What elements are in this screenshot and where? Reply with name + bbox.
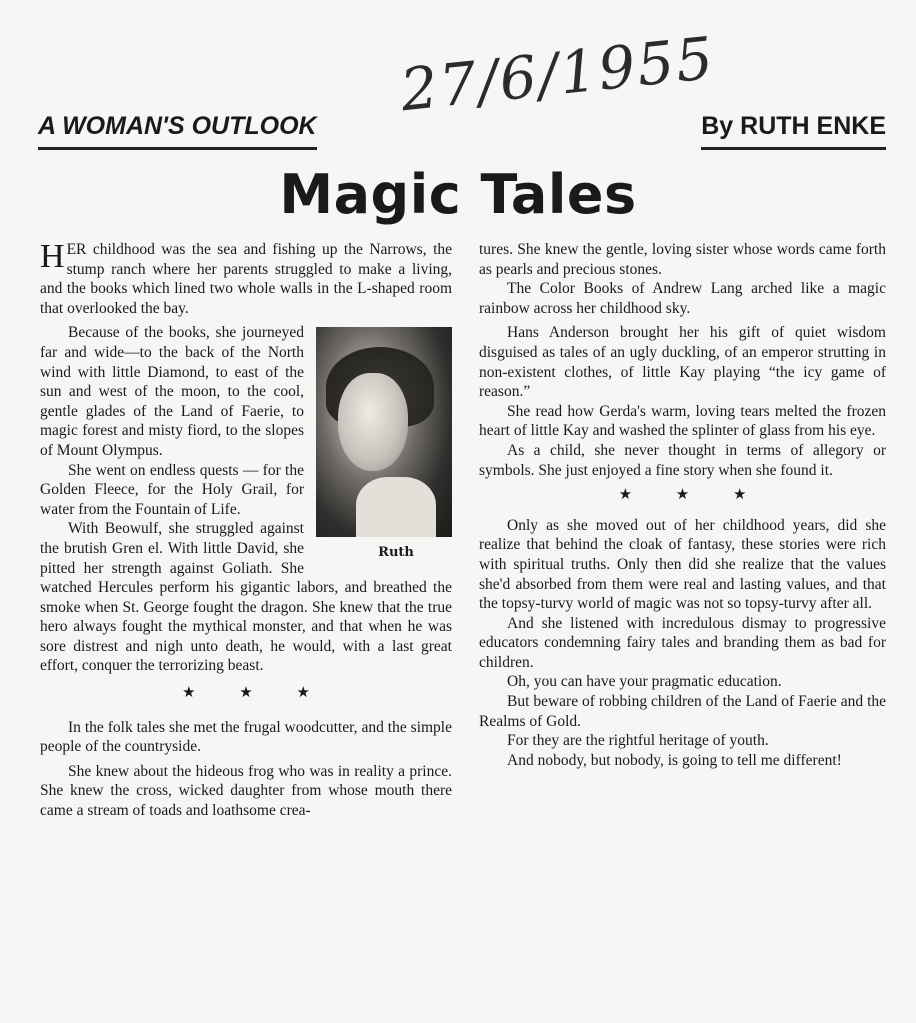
paragraph: Hans Anderson brought her his gift of quiet wisdom disguised as tales of an ugly duckling, of an emperor strutting in non-existent clothes, of little Kay playing “the icy game of reason.” <box>479 324 886 401</box>
paragraph: In the folk tales she met the frugal woodcutter, and the simple people of the countryside. <box>40 718 452 756</box>
author-photo <box>316 327 452 537</box>
paragraph: The Color Books of Andrew Lang arched like a magic rainbow across her childhood sky. <box>479 280 886 317</box>
handwritten-date: 27/6/1955 <box>397 23 719 125</box>
paragraph: As a child, she never thought in terms of allegory or symbols. She just enjoyed a fine story when she found it. <box>479 441 886 479</box>
paragraph: tures. She knew the gentle, loving sister whose words came forth as pearls and precious stones. <box>479 241 886 278</box>
column-name: A WOMAN'S OUTLOOK <box>38 112 317 150</box>
paragraph: For they are the rightful heritage of youth. <box>507 732 769 750</box>
paragraph: HER childhood was the sea and fishing up the Narrows, the stump ranch where her parents struggled to make a living, and the books which lined two whole walls in the L-shaped room that overlooked the bay. <box>40 238 452 317</box>
paragraph: Only as she moved out of her childhood years, did she realize that behind the cloak of fantasy, these stories were rich with spiritual truths. Only then did she realize that the values she'd absorbed from them were real and lasting values, and that the topsy-turvy world of magic was not so topsy-turvy after all. <box>479 516 886 613</box>
paragraph: She knew about the hideous frog who was in reality a prince. She knew the cross, wicked daughter from whose mouth there came a stream of toads and loathsome crea- <box>40 762 452 820</box>
paragraph: Ruth Because of the books, she journeyed far and wide—to the back of the North wind with little Diamond, to east of the sun and west of the moon, to the cool, gentle glades of the Land of Faerie, to magic forest and misty fiord, to the slopes of Mount Olympus. <box>40 323 452 460</box>
paragraph: She read how Gerda's warm, loving tears melted the frozen heart of little Kay and washed the splinter of glass from his eye. <box>479 402 886 440</box>
byline: By RUTH ENKE <box>701 112 886 150</box>
paragraph: She went on endless quests — for the Golden Fleece, for the Holy Grail, for water from the Fountain of Life. <box>40 461 304 518</box>
section-divider: ★ ★ ★ <box>182 685 330 702</box>
paragraph: But beware of robbing children of the Land of Faerie and the Realms of Gold. <box>479 693 886 730</box>
article-left-column <box>40 240 452 821</box>
section-divider: ★ ★ ★ <box>618 487 767 504</box>
drop-cap: H <box>40 238 65 275</box>
photo-caption: Ruth <box>378 545 414 561</box>
author-photo-block <box>312 327 452 563</box>
paragraph: And nobody, but nobody, is going to tell me different! <box>507 751 842 769</box>
article-headline: Magic Tales <box>279 163 637 226</box>
paragraph: With Beowulf, she struggled against the brutish Gren el. With little David, she pitted her strength against Goliath. She watched Hercules perform his gigantic labors, and breathed the smoke when St. George fought the dragon. She knew that the true hero always fought the mythical monster, and that when he was sore distrest and nigh unto death, he would, with a last great effort, conquer the terrorizing beast. <box>40 520 452 675</box>
paragraph: And she listened with incredulous dismay to progressive educators condemning fairy tales and branding them as bad for children. <box>479 614 886 671</box>
article-right-column <box>479 240 886 770</box>
paragraph: Oh, you can have your pragmatic education. <box>507 673 782 691</box>
